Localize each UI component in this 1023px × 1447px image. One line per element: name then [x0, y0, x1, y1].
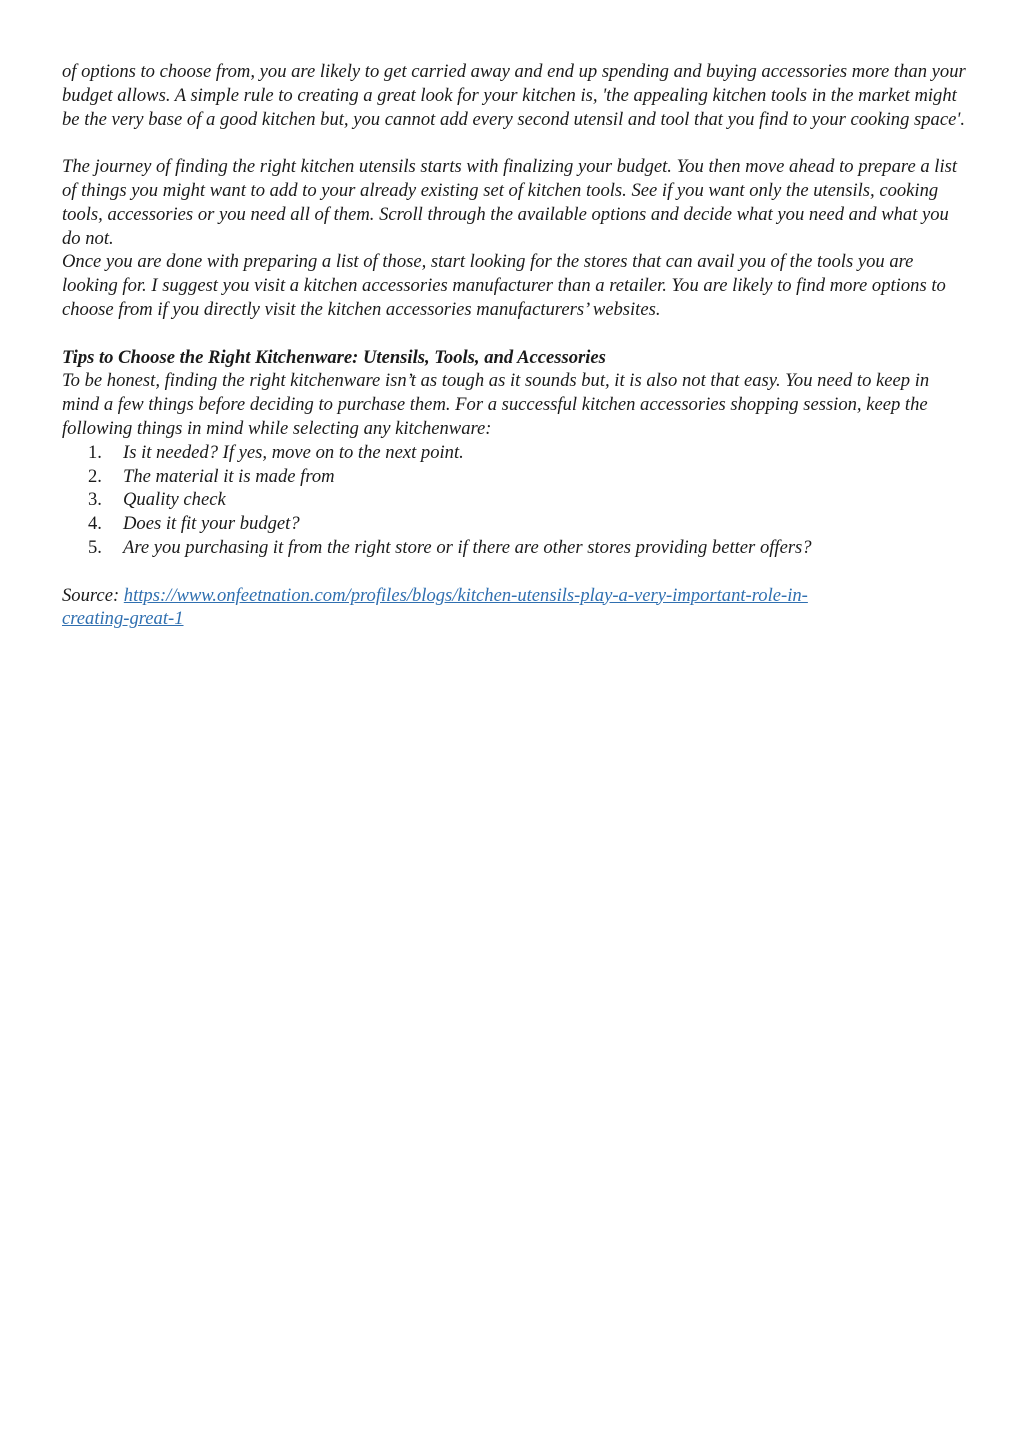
stores-paragraph: Once you are done with preparing a list of those, start looking for the stores that can avail you of the tools you are looking for. I suggest you visit a kitchen accessories manufacturer than a retailer. You are likely to find more options to choose from if you directly visit the kitchen accessories manufacturers’ websites. — [62, 251, 946, 320]
list-item — [62, 441, 967, 465]
list-number: 5. — [88, 536, 102, 558]
paragraph-spacer — [62, 560, 967, 584]
list-item — [62, 488, 967, 512]
budget-paragraph: The journey of finding the right kitchen utensils starts with finalizing your budget. You then move ahead to prepare a list of things you might want to add to your already existing set of kitchen tools. See if you want only the utensils, cooking tools, accessories or you need all of them. Scroll through the available options and decide what you need and what you do not. — [62, 156, 958, 249]
tips-list — [62, 441, 967, 560]
list-item-text: Are you purchasing it from the right store or if there are other stores providing better offers? — [123, 536, 812, 558]
list-number: 3. — [88, 489, 102, 511]
list-item-text: Does it fit your budget? — [123, 513, 300, 535]
source-link-line2[interactable]: creating-great-1 — [62, 608, 184, 630]
tips-intro-paragraph: To be honest, finding the right kitchenware isn’t as tough as it sounds but, it is also not that easy. You need to keep in mind a few things before deciding to purchase them. For a successful kitchen accessories shopping session, keep the following things in mind while selecting any kitchenware: — [62, 370, 930, 439]
section-heading: Tips to Choose the Right Kitchenware: Utensils, Tools, and Accessories — [62, 346, 606, 368]
list-item — [62, 512, 967, 536]
source-line — [62, 584, 967, 632]
list-item — [62, 465, 967, 489]
list-item-text: Quality check — [123, 489, 226, 511]
paragraph-spacer — [62, 322, 967, 346]
list-item-text: The material it is made from — [123, 465, 335, 487]
source-label: Source: — [62, 584, 124, 606]
list-number: 1. — [88, 441, 102, 463]
list-item-text: Is it needed? If yes, move on to the next point. — [123, 441, 464, 463]
source-link[interactable] — [62, 585, 808, 630]
list-number: 2. — [88, 465, 102, 487]
document-page — [62, 60, 967, 631]
source-link-line1[interactable]: https://www.onfeetnation.com/profiles/blogs/kitchen-utensils-play-a-very-important-role-in- — [123, 584, 808, 606]
intro-paragraph: of options to choose from, you are likely to get carried away and end up spending and buying accessories more than your budget allows. A simple rule to creating a great look for your kitchen is, 'the appealing kitchen tools in the market might be the very base of a good kitchen but, you cannot add every second utensil and tool that you find to your cooking space'. — [62, 61, 966, 130]
list-number: 4. — [88, 513, 102, 535]
paragraph-spacer — [62, 131, 967, 155]
list-item — [62, 536, 967, 560]
